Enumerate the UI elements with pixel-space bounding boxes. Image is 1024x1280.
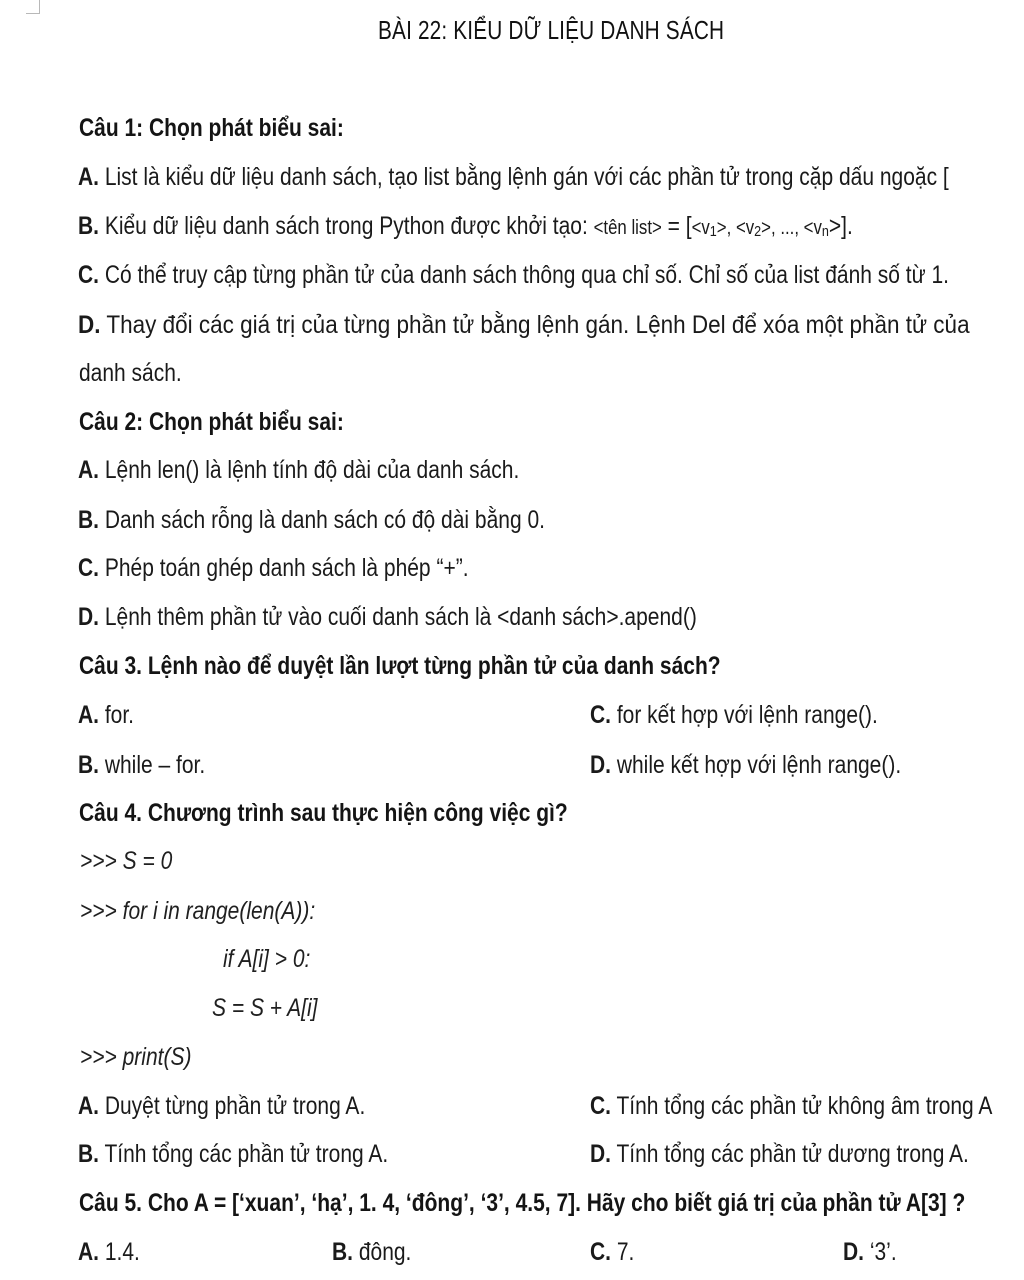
code-eq: = [	[661, 212, 692, 240]
question-3-option-c	[590, 700, 878, 730]
option-letter: B.	[78, 1140, 99, 1168]
code-c2: >, ...,	[761, 217, 804, 239]
option-letter: C.	[78, 554, 99, 582]
option-text: Tính tổng các phần tử trong A.	[99, 1140, 389, 1168]
question-5-option-a	[78, 1237, 140, 1267]
question-5-option-d	[843, 1237, 897, 1267]
option-letter: A.	[78, 701, 99, 729]
option-letter: B.	[78, 212, 99, 240]
option-text: Lệnh len() là lệnh tính độ dài của danh sách.	[99, 456, 520, 484]
code-sub2: 2	[754, 223, 762, 240]
option-letter: D.	[78, 603, 99, 631]
option-letter: A.	[78, 163, 99, 191]
code-c1: >,	[716, 217, 736, 239]
option-text: Có thể truy cập từng phần tử của danh sách thông qua chỉ số. Chỉ số của list đánh số từ 1.	[99, 261, 950, 289]
option-letter: B.	[78, 506, 99, 534]
option-letter: D.	[78, 311, 101, 339]
code-v1: <v	[691, 217, 710, 239]
question-1-heading: Câu 1: Chọn phát biểu sai:	[79, 114, 344, 142]
code-line-4: S = S + A[i]	[212, 994, 318, 1022]
page-corner-mark	[26, 0, 40, 14]
option-text: for kết hợp với lệnh range().	[611, 701, 878, 729]
option-text: Tính tổng các phần tử dương trong A.	[611, 1140, 969, 1168]
question-1-option-a	[78, 162, 949, 192]
question-3-option-b	[78, 750, 205, 780]
option-letter: D.	[590, 751, 611, 779]
code-v2: <v	[735, 217, 755, 239]
option-letter: C.	[590, 701, 611, 729]
option-letter: D.	[843, 1238, 864, 1266]
option-letter: B.	[78, 751, 99, 779]
option-letter: A.	[78, 1092, 99, 1120]
question-3-option-d	[590, 750, 901, 780]
option-text: List là kiểu dữ liệu danh sách, tạo list bằng lệnh gán với các phần tử trong cặp dấu ngoặc [	[99, 163, 949, 191]
option-letter: C.	[78, 261, 99, 289]
question-3-heading: Câu 3. Lệnh nào để duyệt lần lượt từng phần tử của danh sách?	[79, 652, 721, 680]
option-letter: D.	[590, 1140, 611, 1168]
option-text: Duyệt từng phần tử trong A.	[99, 1092, 366, 1120]
question-2-heading: Câu 2: Chọn phát biểu sai:	[79, 408, 344, 436]
code-line-1: >>> S = 0	[80, 847, 173, 875]
question-5-heading: Câu 5. Cho A = [‘xuan’, ‘hạ’, 1. 4, ‘đông’, ‘3’, 4.5, 7]. Hãy cho biết giá trị của phần tử A[3] ?	[79, 1189, 966, 1217]
question-2-option-a	[78, 455, 519, 485]
code-line-5: >>> print(S)	[80, 1043, 192, 1071]
option-text: Danh sách rỗng là danh sách có độ dài bằng 0.	[99, 506, 545, 534]
code-cn: >].	[828, 212, 853, 240]
question-4-option-c	[590, 1091, 992, 1121]
question-1-option-b	[78, 211, 853, 247]
question-1-option-c	[78, 260, 949, 290]
question-1-option-d-continuation: danh sách.	[79, 359, 182, 387]
option-text: Lệnh thêm phần tử vào cuối danh sách là <danh sách>.apend()	[99, 603, 697, 631]
question-2-option-b	[78, 505, 545, 535]
question-1-option-d	[78, 310, 970, 340]
question-2-option-c	[78, 553, 469, 583]
question-4-option-b	[78, 1139, 388, 1169]
option-text: for.	[99, 701, 135, 729]
question-5-option-b	[332, 1237, 411, 1267]
question-4-heading: Câu 4. Chương trình sau thực hiện công việc gì?	[79, 799, 568, 827]
code-line-3: if A[i] > 0:	[223, 945, 311, 973]
question-4-option-a	[78, 1091, 365, 1121]
option-text: while kết hợp với lệnh range().	[611, 751, 902, 779]
option-text: ‘3’.	[864, 1238, 897, 1266]
option-text: đông.	[353, 1238, 412, 1266]
option-text: Kiểu dữ liệu danh sách trong Python được khởi tạo:	[99, 212, 594, 240]
code-sub1: 1	[709, 223, 717, 240]
question-2-option-d	[78, 602, 697, 632]
option-letter: C.	[590, 1092, 611, 1120]
question-5-option-c	[590, 1237, 634, 1267]
option-text: Tính tổng các phần tử không âm trong A	[611, 1092, 993, 1120]
code-vn: <v	[803, 217, 822, 239]
code-subn: n	[821, 223, 829, 240]
option-letter: C.	[590, 1238, 611, 1266]
code-line-2: >>> for i in range(len(A)):	[80, 897, 316, 925]
option-letter: A.	[78, 1238, 99, 1266]
code-tenlist: <tên list>	[593, 217, 662, 239]
option-text: 1.4.	[99, 1238, 140, 1266]
option-text: while – for.	[99, 751, 206, 779]
question-3-option-a	[78, 700, 134, 730]
page-title: BÀI 22: KIỂU DỮ LIỆU DANH SÁCH	[378, 15, 725, 45]
option-letter: B.	[332, 1238, 353, 1266]
option-letter: A.	[78, 456, 99, 484]
option-text: Phép toán ghép danh sách là phép “+”.	[99, 554, 469, 582]
question-4-option-d	[590, 1139, 969, 1169]
option-text: Thay đổi các giá trị của từng phần tử bằng lệnh gán. Lệnh Del để xóa một phần tử của	[100, 311, 970, 339]
option-text: 7.	[611, 1238, 635, 1266]
